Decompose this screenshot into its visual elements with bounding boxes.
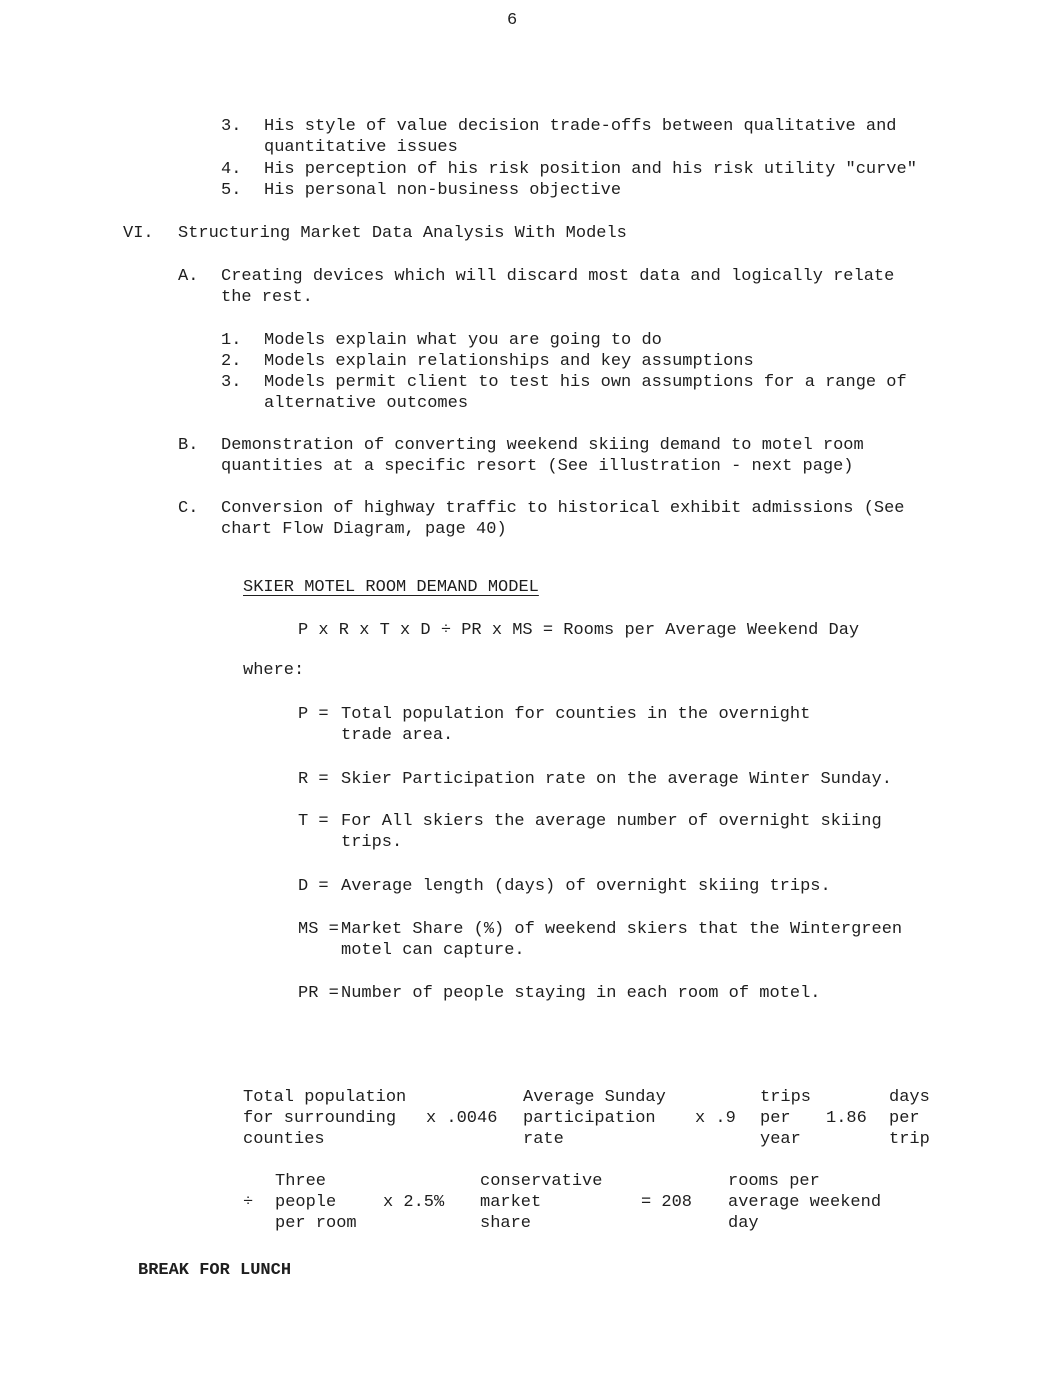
item-text: Conversion of highway traffic to historical exhibit admissions (See: [221, 499, 905, 518]
section-title: Structuring Market Data Analysis With Models: [178, 224, 627, 243]
definition-text: Skier Participation rate on the average Winter Sunday.: [341, 770, 892, 789]
list-item-text: quantitative issues: [264, 138, 458, 157]
item-text: Demonstration of converting weekend skiing demand to motel room: [221, 436, 864, 455]
list-item-text: alternative outcomes: [264, 394, 469, 413]
item-letter: B.: [178, 436, 199, 455]
list-item-number: 4.: [221, 160, 242, 179]
calc-label: trips: [760, 1088, 812, 1107]
calc-label: average weekend: [728, 1193, 882, 1212]
calc-label: per: [889, 1109, 920, 1128]
definition-text: trips.: [341, 833, 403, 852]
list-item-number: 5.: [221, 181, 242, 200]
list-item-number: 1.: [221, 331, 242, 350]
where-label: where:: [243, 661, 305, 680]
calc-label: for surrounding: [243, 1109, 397, 1128]
calc-operator: ÷: [243, 1193, 254, 1212]
item-text: quantities at a specific resort (See illustration - next page): [221, 457, 854, 476]
definition-text: trade area.: [341, 726, 454, 745]
calc-result: = 208: [641, 1193, 693, 1212]
definition-text: Total population for counties in the overnight: [341, 705, 811, 724]
calc-label: year: [760, 1130, 801, 1149]
calc-label: per: [760, 1109, 791, 1128]
item-letter: A.: [178, 267, 199, 286]
calc-label: day: [728, 1214, 759, 1233]
calc-label: rate: [523, 1130, 564, 1149]
calc-label: market: [480, 1193, 542, 1212]
calc-label: conservative: [480, 1172, 603, 1191]
list-item-text: His perception of his risk position and his risk utility "curve": [264, 160, 917, 179]
definition-text: Average length (days) of overnight skiing trips.: [341, 877, 831, 896]
item-text: Creating devices which will discard most data and logically relate: [221, 267, 895, 286]
calc-value: 1.86: [826, 1109, 867, 1128]
item-text: the rest.: [221, 288, 313, 307]
list-item-number: 3.: [221, 117, 242, 136]
item-text: chart Flow Diagram, page 40): [221, 520, 507, 539]
list-item-text: Models permit client to test his own assumptions for a range of: [264, 373, 907, 392]
calc-label: people: [275, 1193, 337, 1212]
definition-symbol: PR =: [298, 984, 339, 1003]
calc-label: Three: [275, 1172, 327, 1191]
calc-operator: x 2.5%: [383, 1193, 445, 1212]
model-title: SKIER MOTEL ROOM DEMAND MODEL: [243, 578, 539, 597]
formula: P x R x T x D ÷ PR x MS = Rooms per Average Weekend Day: [298, 621, 860, 640]
calc-label: Average Sunday: [523, 1088, 666, 1107]
section-number: VI.: [123, 224, 154, 243]
definition-symbol: P =: [298, 705, 329, 724]
list-item-text: Models explain relationships and key assumptions: [264, 352, 754, 371]
calc-label: rooms per: [728, 1172, 820, 1191]
definition-text: motel can capture.: [341, 941, 525, 960]
calc-label: share: [480, 1214, 532, 1233]
list-item-text: Models explain what you are going to do: [264, 331, 662, 350]
calc-label: participation: [523, 1109, 656, 1128]
calc-operator: x .9: [695, 1109, 736, 1128]
list-item-number: 2.: [221, 352, 242, 371]
definition-text: Number of people staying in each room of motel.: [341, 984, 821, 1003]
definition-text: For All skiers the average number of overnight skiing: [341, 812, 882, 831]
definition-symbol: T =: [298, 812, 329, 831]
list-item-number: 3.: [221, 373, 242, 392]
list-item-text: His style of value decision trade-offs between qualitative and: [264, 117, 897, 136]
calc-label: per room: [275, 1214, 357, 1233]
break-heading: BREAK FOR LUNCH: [138, 1261, 292, 1280]
calc-label: trip: [889, 1130, 930, 1149]
definition-symbol: MS =: [298, 920, 339, 939]
list-item-text: His personal non-business objective: [264, 181, 622, 200]
calc-label: counties: [243, 1130, 325, 1149]
calc-label: Total population: [243, 1088, 407, 1107]
item-letter: C.: [178, 499, 199, 518]
definition-text: Market Share (%) of weekend skiers that the Wintergreen: [341, 920, 903, 939]
calc-label: days: [889, 1088, 930, 1107]
page-number: 6: [507, 11, 518, 30]
definition-symbol: D =: [298, 877, 329, 896]
definition-symbol: R =: [298, 770, 329, 789]
calc-operator: x .0046: [426, 1109, 498, 1128]
